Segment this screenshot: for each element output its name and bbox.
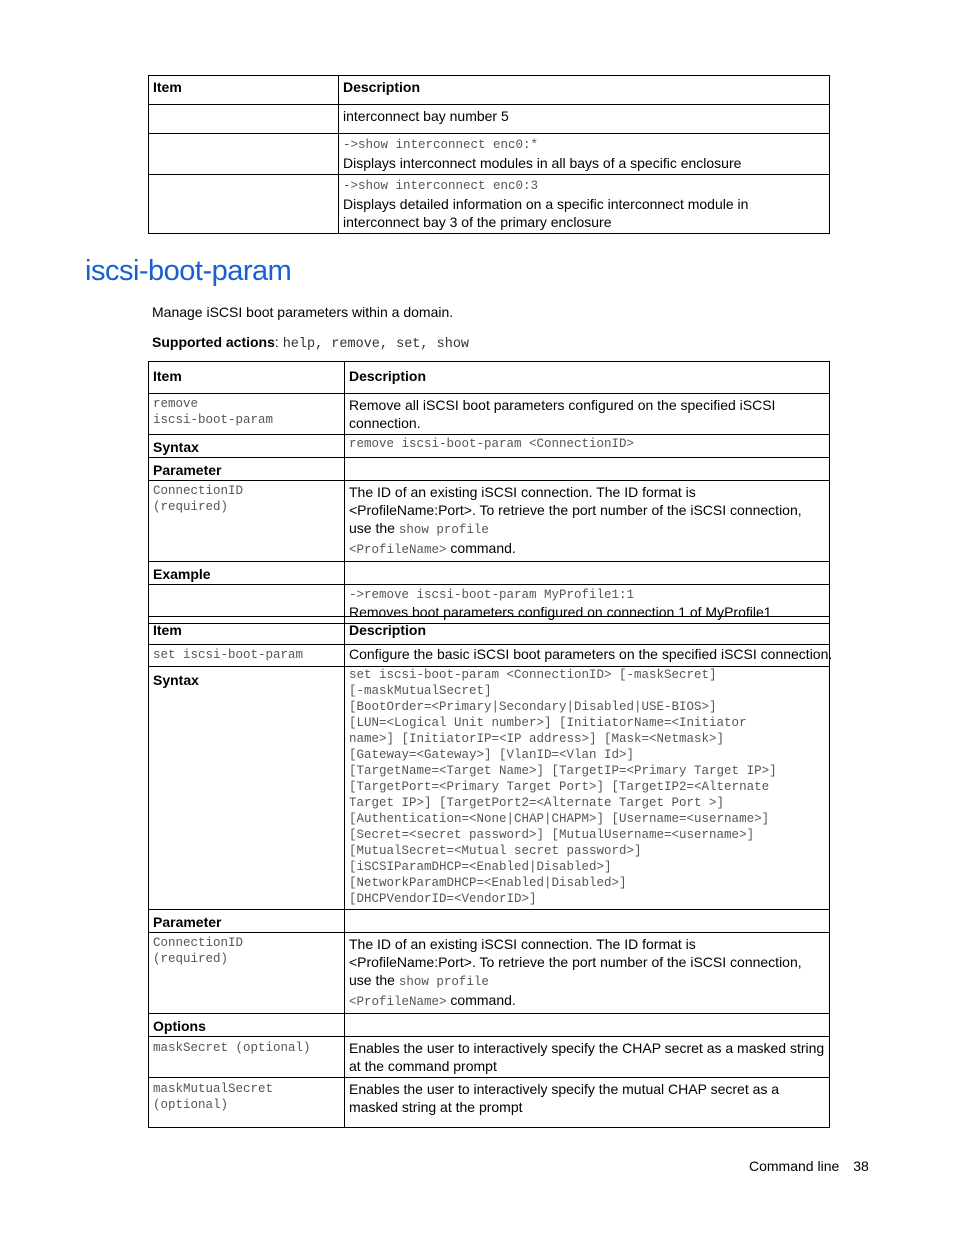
command-name-line1: remove: [153, 397, 199, 411]
command-example: ->show interconnect enc0:3: [343, 179, 539, 193]
empty-cell: [345, 1014, 830, 1037]
item-cell: [149, 394, 345, 435]
empty-cell: [345, 562, 830, 585]
description-text: interconnect bay number 5: [343, 108, 509, 124]
param-desc-text: The ID of an existing iSCSI connection. The ID format is <ProfileName:Port>. To retrieve the port number of the iSCSI connection, use the: [349, 484, 802, 536]
table-row: [149, 435, 830, 458]
interconnect-table: [148, 75, 830, 234]
param-desc-text: The ID of an existing iSCSI connection. The ID format is <ProfileName:Port>. To retrieve the port number of the iSCSI connection, use the: [349, 936, 802, 988]
syntax-line: [Gateway=<Gateway>] [VlanID=<Vlan Id>]: [349, 748, 635, 762]
option-name-cell: [149, 1078, 345, 1128]
item-cell: [149, 175, 339, 234]
syntax-line: [TargetName=<Target Name>] [TargetIP=<Primary Target IP>]: [349, 764, 777, 778]
option-description: Enables the user to interactively specify the CHAP secret as a masked string at the command prompt: [345, 1037, 830, 1078]
param-desc-text: command.: [446, 992, 516, 1008]
table-row: [149, 394, 830, 435]
description-text: Displays detailed information on a specific interconnect module in interconnect bay 3 of the primary enclosure: [343, 196, 749, 230]
header-item: Item: [149, 76, 339, 105]
section-intro: Manage iSCSI boot parameters within a domain.: [152, 304, 454, 320]
header-description: Description: [339, 76, 830, 105]
options-label: Options: [149, 1014, 345, 1037]
command-example: ->show interconnect enc0:*: [343, 138, 539, 152]
param-name: ConnectionID: [153, 484, 244, 498]
header-item: Item: [149, 362, 345, 394]
table-row: [149, 933, 830, 1014]
header-item: Item: [149, 617, 345, 645]
option-description: Enables the user to interactively specify the mutual CHAP secret as a masked string at the prompt: [345, 1078, 830, 1128]
syntax-line: [MutualSecret=<Mutual secret password>]: [349, 844, 642, 858]
actions-list: help, remove, set, show: [282, 337, 470, 352]
syntax-line: [iSCSIParamDHCP=<Enabled|Disabled>]: [349, 860, 612, 874]
description-text: Displays interconnect modules in all bays of a specific enclosure: [343, 155, 742, 171]
syntax-line: [BootOrder=<Primary|Secondary|Disabled|USE-BIOS>]: [349, 700, 717, 714]
item-cell: [149, 105, 339, 134]
description-cell: [339, 105, 830, 134]
param-desc-code: <ProfileName>: [349, 995, 447, 1009]
option-name: maskSecret (optional): [149, 1037, 345, 1078]
syntax-label: Syntax: [149, 435, 345, 458]
param-description: [345, 933, 830, 1014]
syntax-line: [TargetPort=<Primary Target Port>] [TargetIP2=<Alternate: [349, 780, 770, 794]
table-row: [149, 1014, 830, 1037]
syntax-label: Syntax: [149, 667, 345, 910]
syntax-line: [LUN=<Logical Unit number>] [InitiatorName=<Initiator: [349, 716, 747, 730]
table-row: [149, 458, 830, 481]
param-name: ConnectionID: [153, 936, 244, 950]
section-title: iscsi-boot-param: [85, 255, 292, 287]
syntax-cell: [345, 667, 830, 910]
remove-command-table: [148, 361, 830, 624]
description-cell: [339, 175, 830, 234]
syntax-line: set iscsi-boot-param <ConnectionID> [-maskSecret]: [349, 668, 717, 682]
param-desc-code: <ProfileName>: [349, 543, 447, 557]
actions-label: Supported actions: [152, 334, 275, 350]
syntax-line: Target IP>] [TargetPort2=<Alternate Target Port >]: [349, 796, 725, 810]
item-cell: [149, 134, 339, 175]
description-cell: [339, 134, 830, 175]
table-header-row: [149, 617, 830, 645]
actions-colon: :: [274, 334, 283, 350]
table-header-row: [149, 76, 830, 105]
param-description: [345, 481, 830, 562]
option-name: maskMutualSecret: [153, 1082, 274, 1096]
footer-section: Command line: [749, 1158, 840, 1174]
param-desc-code: show profile: [398, 523, 489, 537]
page-footer: [749, 1158, 869, 1174]
table-row: [149, 910, 830, 933]
syntax-value: remove iscsi-boot-param <ConnectionID>: [345, 435, 830, 458]
description-cell: Configure the basic iSCSI boot parameters on the specified iSCSI connection.: [345, 645, 830, 667]
example-text: Removes boot parameters configured on connection 1 of MyProfile1: [349, 604, 772, 620]
param-name-cell: [149, 481, 345, 562]
param-desc-text: command.: [446, 540, 516, 556]
table-row: [149, 1037, 830, 1078]
table-header-row: [149, 362, 830, 394]
parameter-label: Parameter: [149, 910, 345, 933]
example-label: Example: [149, 562, 345, 585]
syntax-line: [NetworkParamDHCP=<Enabled|Disabled>]: [349, 876, 627, 890]
syntax-line: [DHCPVendorID=<VendorID>]: [349, 892, 537, 906]
header-description: Description: [345, 362, 830, 394]
param-desc-code: show profile: [398, 975, 489, 989]
empty-cell: [345, 910, 830, 933]
param-name-cell: [149, 933, 345, 1014]
syntax-line: name>] [InitiatorIP=<IP address>] [Mask=<Netmask>]: [349, 732, 725, 746]
syntax-line: [-maskMutualSecret]: [349, 684, 492, 698]
description-cell: Remove all iSCSI boot parameters configured on the specified iSCSI connection.: [345, 394, 830, 435]
page-number: 38: [853, 1158, 869, 1174]
syntax-line: [Secret=<secret password>] [MutualUsername=<username>]: [349, 828, 755, 842]
param-required: (required): [153, 952, 229, 966]
table-row: [149, 1078, 830, 1128]
table-row: [149, 667, 830, 910]
supported-actions: [152, 334, 469, 352]
syntax-line: [Authentication=<None|CHAP|CHAPM>] [Username=<username>]: [349, 812, 770, 826]
table-row: [149, 175, 830, 234]
header-description: Description: [345, 617, 830, 645]
table-row: [149, 645, 830, 667]
command-name: set iscsi-boot-param: [149, 645, 345, 667]
table-row: [149, 481, 830, 562]
set-command-table: [148, 616, 833, 1128]
empty-cell: [345, 458, 830, 481]
example-code: ->remove iscsi-boot-param MyProfile1:1: [349, 588, 635, 602]
command-name-line2: iscsi-boot-param: [153, 413, 274, 427]
table-row: [149, 105, 830, 134]
param-required: (required): [153, 500, 229, 514]
table-row: [149, 134, 830, 175]
table-row: [149, 562, 830, 585]
option-optional: (optional): [153, 1098, 229, 1112]
parameter-label: Parameter: [149, 458, 345, 481]
